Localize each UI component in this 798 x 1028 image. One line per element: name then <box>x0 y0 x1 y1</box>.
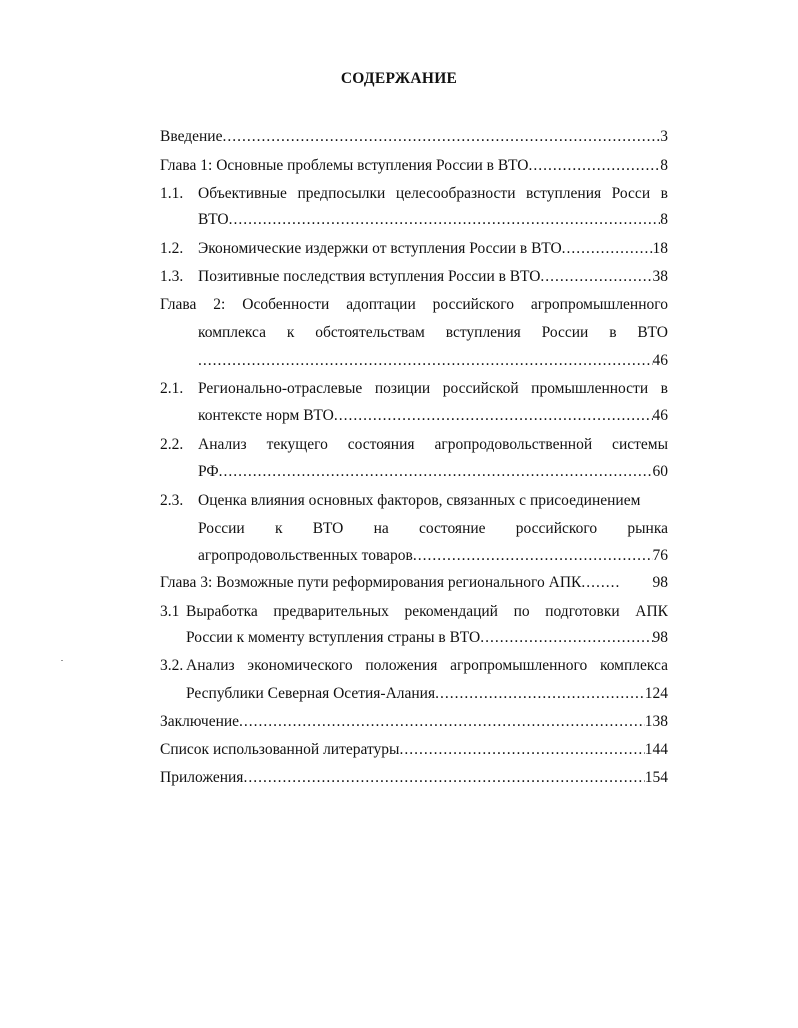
toc-page-number: 144 <box>644 741 668 758</box>
toc-section-number: 1.1. <box>160 185 184 202</box>
toc-page-number: 8 <box>660 211 668 228</box>
toc-page-number: 46 <box>652 407 668 424</box>
toc-page-number: 98 <box>652 629 668 646</box>
toc-entry-text: ВТО <box>198 211 229 228</box>
toc-leader-dots <box>413 545 653 567</box>
toc-leader-dots <box>239 711 645 733</box>
toc-entry-chapter-2 <box>198 350 668 372</box>
toc-page-number: 154 <box>644 769 668 786</box>
toc-entry-introduction <box>160 126 668 148</box>
toc-entry-section-1-1 <box>198 209 668 231</box>
toc-leader-dots <box>222 126 660 148</box>
toc-entry-text-line: комплекса к обстоятельствам вступления России в ВТО <box>198 324 668 341</box>
toc-entry-appendices <box>160 767 668 789</box>
toc-entry-section-3-2 <box>186 683 668 705</box>
toc-section-number: 1.2. <box>160 240 184 257</box>
scan-speck <box>61 660 63 661</box>
toc-leader-dots <box>528 155 660 177</box>
toc-leader-dots <box>540 266 652 288</box>
toc-entry-text: России к моменту вступления страны в ВТО <box>186 629 481 646</box>
toc-entry-text-line: Регионально-отраслевые позиции российской промышленности в <box>198 380 668 397</box>
toc-entry-text-line: Оценка влияния основных факторов, связанных с присоединением <box>198 492 641 509</box>
page-title: СОДЕРЖАНИЕ <box>340 70 458 87</box>
toc-entry-section-3-1 <box>186 627 668 649</box>
toc-section-number: 3.1 <box>160 603 180 620</box>
toc-section-number: 2.3. <box>160 492 184 509</box>
toc-leader-dots <box>480 627 652 649</box>
toc-leader-dots <box>229 209 661 231</box>
toc-leader-dots <box>562 238 653 260</box>
toc-entry-section-2-3 <box>198 545 668 567</box>
toc-page-number: 3 <box>660 128 668 145</box>
toc-entry-text: Глава 3: Возможные пути реформирования регионального АПК <box>160 574 582 591</box>
toc-page-number: 138 <box>644 713 668 730</box>
toc-section-number: 2.2. <box>160 436 184 453</box>
toc-page-number: 98 <box>652 574 668 591</box>
toc-entry-text-line: Объективные предпосылки целесообразности вступления Росси в <box>198 185 668 202</box>
toc-entry-chapter-3 <box>160 572 668 594</box>
toc-entry-text: Заключение <box>160 713 240 730</box>
toc-leader-dots <box>198 350 653 372</box>
toc-page-number: 8 <box>660 157 668 174</box>
toc-section-number: 2.1. <box>160 380 184 397</box>
toc-entry-text-line: Анализ экономического положения агропромышленного комплекса <box>186 657 668 674</box>
toc-entry-text: Республики Северная Осетия-Алания <box>186 685 436 702</box>
toc-entry-text: Позитивные последствия вступления России в ВТО <box>198 268 541 285</box>
toc-entry-section-2-2 <box>198 461 668 483</box>
toc-entry-text: Глава 1: Основные проблемы вступления России в ВТО <box>160 157 529 174</box>
toc-entry-text-line: Анализ текущего состояния агропродовольственной системы <box>198 436 668 453</box>
toc-leader-dots <box>219 461 653 483</box>
toc-entry-text: Экономические издержки от вступления России в ВТО <box>198 240 562 257</box>
toc-entry-text-line: России к ВТО на состояние российского рынка <box>198 520 668 537</box>
toc-entry-text: Введение <box>160 128 223 145</box>
toc-page-number: 76 <box>652 547 668 564</box>
toc-page-number: 60 <box>652 463 668 480</box>
toc-entry-text: агропродовольственных товаров <box>198 547 413 564</box>
toc-entry-conclusion <box>160 711 668 733</box>
toc-page-number: 38 <box>652 268 668 285</box>
toc-entry-text: контексте норм ВТО <box>198 407 334 424</box>
toc-leader-dots <box>581 572 619 594</box>
toc-entry-section-1-2 <box>198 238 668 260</box>
toc-entry-text: Приложения <box>160 769 244 786</box>
toc-leader-dots <box>243 767 644 789</box>
toc-entry-bibliography <box>160 739 668 761</box>
toc-entry-text: РФ <box>198 463 219 480</box>
toc-section-number: 3.2. <box>160 657 184 674</box>
toc-entry-chapter-1 <box>160 155 668 177</box>
toc-page-number: 18 <box>652 240 668 257</box>
toc-page-number: 46 <box>652 352 668 369</box>
toc-leader-dots <box>435 683 645 705</box>
toc-entry-text-line: Глава 2: Особенности адоптации российского агропромышленного <box>160 296 668 313</box>
toc-entry-text-line: Выработка предварительных рекомендаций по подготовки АПК <box>186 603 668 620</box>
toc-entry-text: Список использованной литературы <box>160 741 400 758</box>
toc-leader-dots <box>399 739 644 761</box>
toc-entry-section-1-3 <box>198 266 668 288</box>
toc-leader-dots <box>334 405 653 427</box>
toc-section-number: 1.3. <box>160 268 184 285</box>
toc-page-number: 124 <box>644 685 668 702</box>
toc-entry-section-2-1 <box>198 405 668 427</box>
